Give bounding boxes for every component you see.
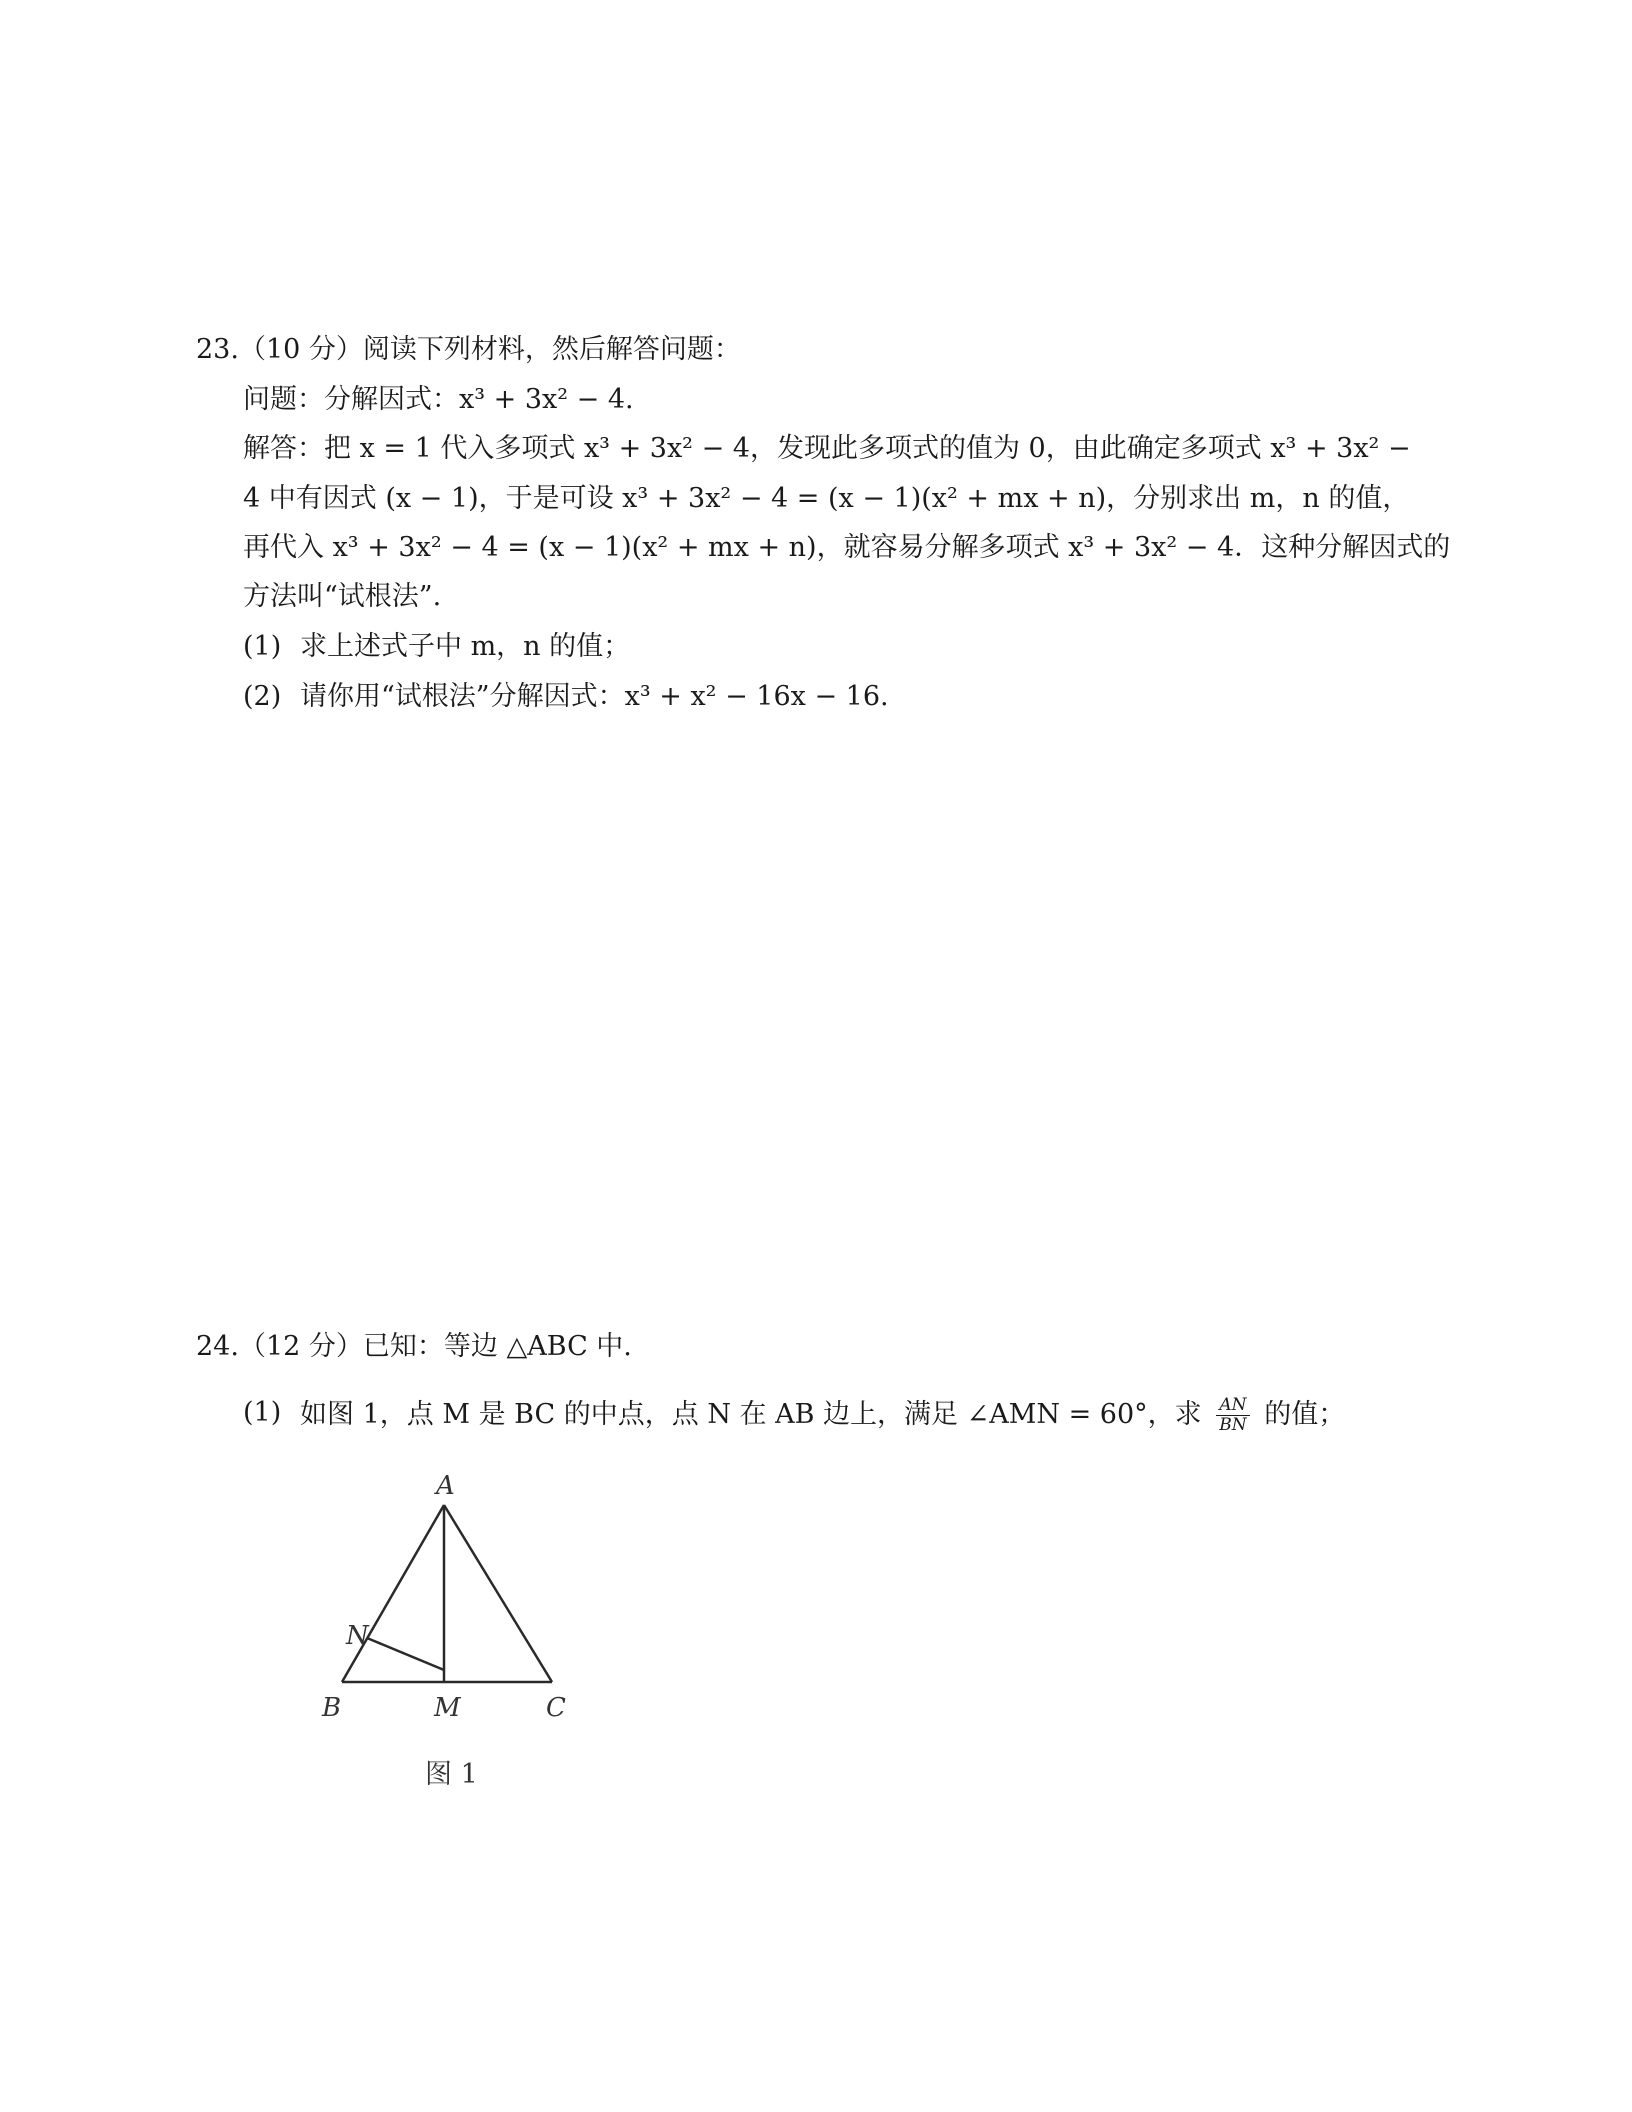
label-b: B [322, 1693, 342, 1723]
q23-title: 23.（10 分）阅读下列材料，然后解答问题： [196, 334, 741, 365]
q23-solution-line-4: 方法叫“试根法”. [243, 581, 442, 612]
q23-solution-line-3: 再代入 x³ + 3x² − 4 = (x − 1)(x² + mx + n)，就容易分解多项式 x³ + 3x² − 4．这种分解因式的 [243, 532, 1451, 563]
label-c: C [546, 1693, 566, 1723]
triangle-diagram [310, 1460, 590, 1730]
label-m: M [434, 1693, 461, 1723]
q23-part2-number: (2) [243, 681, 282, 712]
q23-problem: 问题：分解因式：x³ + 3x² − 4. [243, 384, 634, 415]
q24-part1-end: 的值； [1264, 1399, 1346, 1430]
figure-1-caption: 图 1 [425, 1759, 478, 1790]
segment-nm [367, 1638, 444, 1670]
q24-part1-line [300, 1396, 1345, 1435]
q24-part1-number: (1) [243, 1397, 282, 1428]
side-ab [342, 1505, 444, 1682]
q23-solution-line-2: 4 中有因式 (x − 1)，于是可设 x³ + 3x² − 4 = (x − 1)(x² + mx + n)，分别求出 m，n 的值， [243, 483, 1410, 514]
figure-1 [310, 1460, 590, 1730]
side-ac [444, 1505, 552, 1682]
q23-solution-line-1: 解答：把 x = 1 代入多项式 x³ + 3x² − 4，发现此多项式的值为 0，由此确定多项式 x³ + 3x² − [243, 433, 1411, 464]
label-a: A [436, 1471, 455, 1501]
q23-part2-text: 请你用“试根法”分解因式：x³ + x² − 16x − 16. [300, 681, 889, 712]
q24-part1-text: 如图 1，点 M 是 BC 的中点，点 N 在 AB 边上，满足 ∠AMN = 60°，求 [300, 1399, 1202, 1430]
fraction-an-over-bn [1216, 1396, 1249, 1435]
label-n: N [346, 1621, 369, 1651]
q24-title: 24.（12 分）已知：等边 △ABC 中. [196, 1331, 632, 1362]
fraction-denominator: BN [1219, 1415, 1247, 1435]
fraction-numerator: AN [1216, 1396, 1249, 1416]
q23-part1-number: (1) [243, 631, 282, 662]
q23-part1-text: 求上述式子中 m，n 的值； [300, 631, 631, 662]
